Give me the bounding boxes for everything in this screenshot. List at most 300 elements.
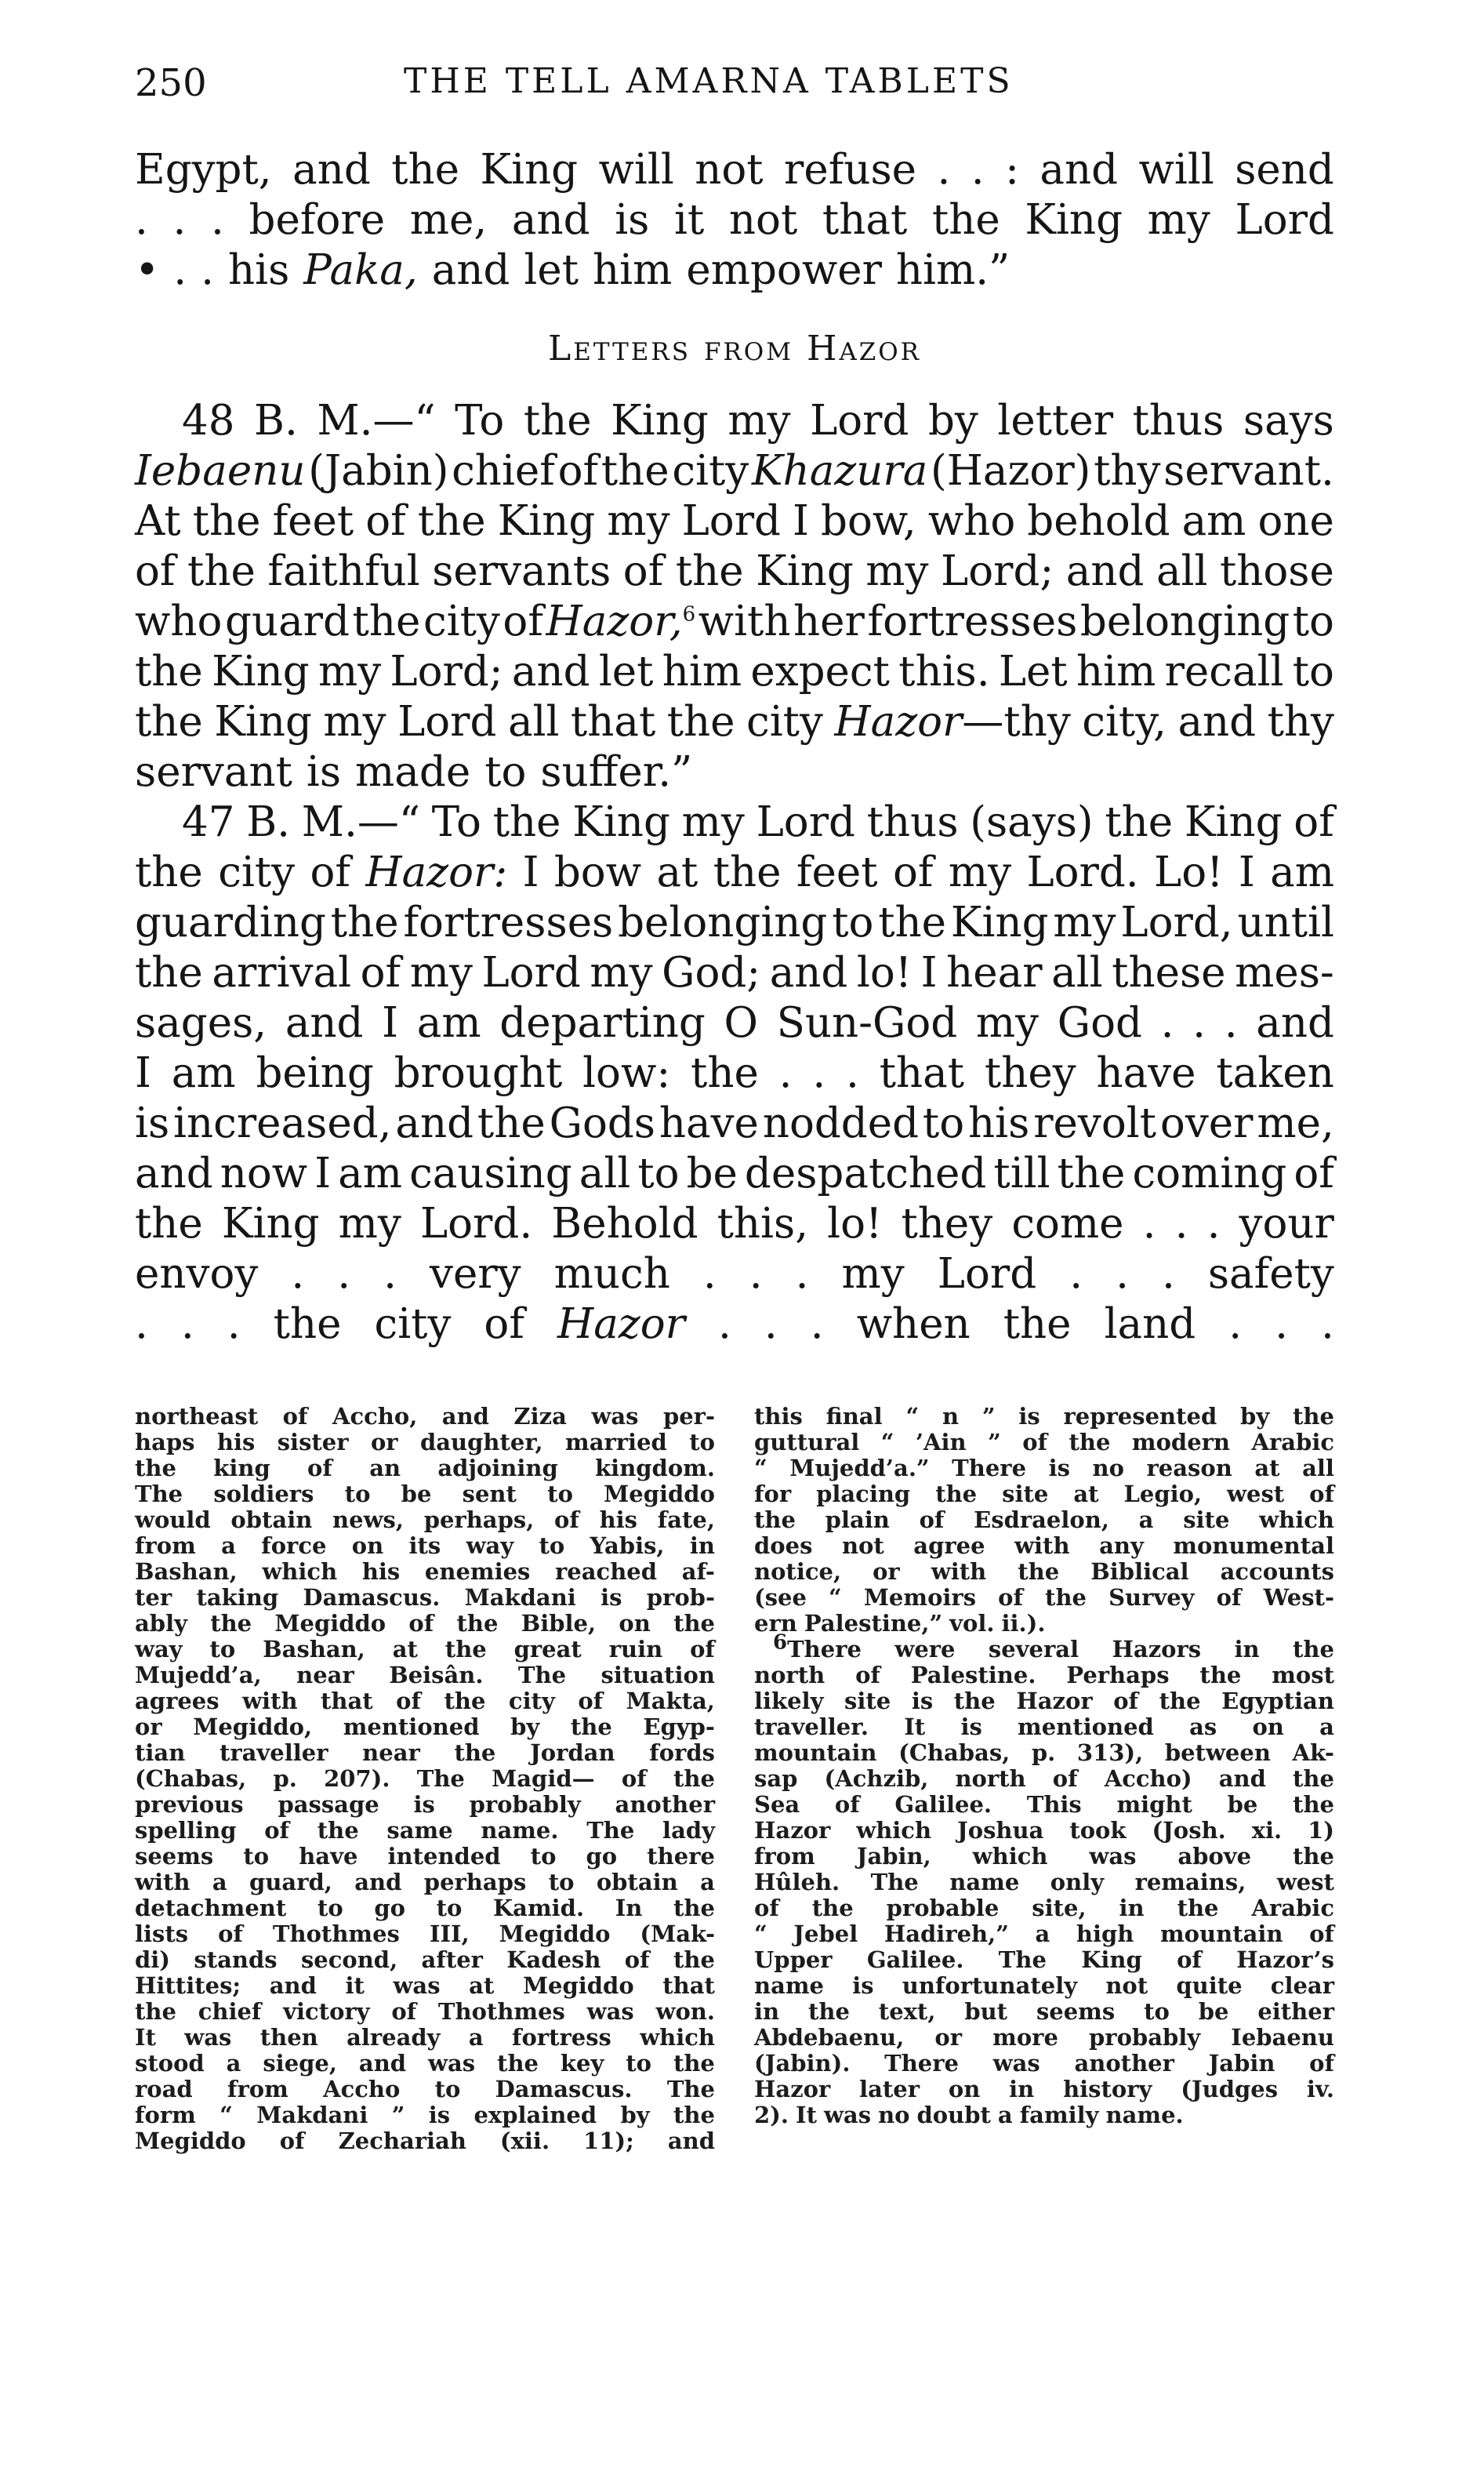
word: of (307, 1455, 332, 1481)
word: God; (662, 949, 761, 997)
word: of (1177, 1946, 1202, 1973)
word: At (135, 497, 181, 545)
word: of (503, 598, 543, 645)
word: him (593, 246, 673, 294)
footnote-line (135, 1662, 715, 1688)
word: site (1183, 1506, 1230, 1533)
word: of (855, 1662, 880, 1688)
word: in (1234, 1636, 1260, 1662)
word: Yabis, (590, 1532, 665, 1559)
footnote-line (135, 1714, 715, 1740)
word: several (988, 1636, 1079, 1662)
word: There (952, 1455, 1027, 1481)
word: There (884, 2050, 959, 2077)
word: to (1292, 598, 1334, 645)
word: with (242, 1688, 298, 1714)
word: af- (681, 1558, 715, 1585)
word: plain (825, 1506, 890, 1533)
footnote-line (754, 1921, 1334, 1947)
word: fords (649, 1739, 715, 1766)
word: to (689, 1429, 715, 1455)
word: my (590, 949, 653, 997)
word: same (386, 1817, 453, 1844)
word: $^6$There (773, 1630, 862, 1662)
word: stands (194, 1946, 278, 1973)
word: in (1009, 2076, 1035, 2102)
word: the (273, 1300, 342, 1348)
word: Egyptian (1221, 1688, 1334, 1714)
word: the (1177, 1895, 1219, 1921)
word: name. (481, 1817, 559, 1844)
word: I (1238, 848, 1255, 896)
word: the (666, 698, 735, 746)
word: and (1256, 999, 1334, 1047)
word: near (362, 1739, 420, 1766)
word: was (823, 2102, 872, 2128)
word: mountain (1160, 1920, 1283, 1947)
word: Jabin (1208, 2050, 1275, 2077)
word: Damascus. (303, 1584, 441, 1611)
word: of (1052, 1765, 1078, 1792)
word: To (455, 397, 505, 445)
word: Legio, (1123, 1481, 1203, 1507)
word: let (524, 246, 579, 294)
word: to (832, 899, 874, 947)
word: form (135, 2102, 196, 2128)
word: and (667, 2128, 715, 2154)
word: Perhaps (1066, 1662, 1170, 1688)
word: for (754, 1481, 792, 1507)
word: Zechariah (338, 2128, 466, 2154)
word: Lord (810, 397, 909, 445)
word: . (227, 1300, 241, 1348)
footnote-line (135, 1999, 715, 2025)
word: intended (387, 1843, 501, 1870)
text-line (135, 1149, 1334, 1199)
word: which (856, 1817, 932, 1844)
word: news, (332, 1506, 404, 1533)
word: Lord (397, 698, 497, 746)
word: family (1019, 2102, 1099, 2128)
word: on (1252, 1713, 1284, 1740)
word: di) (135, 1946, 171, 1973)
word: reason (1146, 1455, 1232, 1481)
word: . (1174, 1200, 1188, 1248)
word: ” (981, 1403, 996, 1430)
word: agrees (135, 1688, 220, 1714)
word: . (1192, 999, 1206, 1047)
word: traveller. (754, 1713, 869, 1740)
word: then (259, 2024, 318, 2051)
word: the (1293, 1791, 1334, 1818)
word: brought (394, 1049, 563, 1097)
word: by (1240, 1403, 1270, 1430)
word: above (1177, 1843, 1252, 1870)
footnote-line (754, 1792, 1334, 1818)
word: from (227, 2076, 288, 2102)
word: all (1302, 1455, 1334, 1481)
word: ter (135, 1584, 172, 1611)
word: Hazor (557, 1300, 685, 1348)
word: Lord (681, 497, 781, 545)
word: hear (946, 949, 1043, 997)
word: that (879, 1049, 965, 1097)
word: ably (135, 1610, 187, 1637)
word: Lord (937, 1250, 1037, 1298)
word: (Achzib, (824, 1765, 929, 1792)
word: go (586, 1843, 618, 1870)
word: and (1177, 698, 1257, 746)
text-line (135, 597, 1334, 647)
word: have (299, 1843, 358, 1870)
word: . (937, 146, 951, 194)
word: King (572, 798, 670, 846)
word: the (456, 1610, 499, 1637)
word: ern (754, 1610, 797, 1637)
word: Arabic (1251, 1429, 1334, 1455)
text-line (135, 145, 1334, 195)
word: ii.). (1001, 1610, 1046, 1637)
word: of (1309, 1920, 1334, 1947)
word: my (681, 798, 745, 846)
word: that (662, 1972, 715, 1999)
word: doubt (916, 2102, 991, 2128)
word: victory (283, 1998, 370, 2025)
word: the (135, 698, 203, 746)
word: no (1092, 1455, 1124, 1481)
word: coming (1132, 1150, 1287, 1197)
word: . (1160, 999, 1174, 1047)
word: her (793, 598, 865, 645)
word: seems (1036, 1998, 1116, 2025)
word: to (530, 1843, 557, 1870)
word: who (135, 598, 223, 645)
word: his (968, 1099, 1030, 1147)
word: was (428, 2050, 476, 2077)
word: and (354, 1869, 402, 1895)
word: seems (135, 1843, 214, 1870)
word: the (317, 1817, 359, 1844)
word: after (421, 1946, 483, 1973)
footnote-line (135, 2025, 715, 2051)
word: its (408, 1532, 441, 1559)
word: empower (686, 246, 882, 294)
word: the (135, 648, 203, 696)
word: Lord; (390, 648, 503, 696)
word: second, (300, 1946, 398, 1973)
word: and (441, 1403, 489, 1430)
word: King (221, 1200, 320, 1248)
word: I (522, 848, 539, 896)
word: Let (998, 648, 1068, 696)
word: despatched (744, 1150, 987, 1197)
word: site (1002, 1481, 1049, 1507)
word: Beisân. (389, 1662, 484, 1688)
word: belonging (618, 899, 828, 947)
word: which (972, 1843, 1048, 1870)
word: north (955, 1765, 1026, 1792)
word: obtain (230, 1506, 313, 1533)
footnote-line (135, 1844, 715, 1870)
word: Hazor—thy (834, 698, 1071, 746)
word: M.—“ (301, 798, 420, 846)
footnote-line (754, 2077, 1334, 2102)
word: envoy (135, 1250, 259, 1298)
word: might (1116, 1791, 1192, 1818)
word: quite (1176, 1972, 1243, 1999)
word: The (870, 1869, 919, 1895)
word: of (391, 1998, 417, 2025)
word: am (338, 1150, 403, 1197)
word: Upper (754, 1946, 833, 1973)
word: King (756, 547, 854, 595)
footnote-line (135, 1895, 715, 1921)
word: fortresses (867, 598, 1078, 645)
footnote-line (754, 1740, 1334, 1766)
word: perhaps (423, 1869, 527, 1895)
word: guard (225, 598, 350, 645)
word: which (640, 2024, 715, 2051)
word: The (586, 1817, 635, 1844)
word: Lord (756, 798, 855, 846)
word: him (1076, 648, 1156, 696)
word: Palestine. (910, 1662, 1036, 1688)
word: nodded (762, 1099, 920, 1147)
word: The (666, 2076, 715, 2102)
word: that (822, 196, 908, 244)
word: Abdebaenu, (754, 2024, 905, 2051)
word: probably (469, 1791, 581, 1818)
word: of (621, 1765, 647, 1792)
footnote-line (754, 1766, 1334, 1792)
word: the (1159, 1688, 1201, 1714)
word: go (374, 1895, 405, 1921)
word: the (754, 1506, 796, 1533)
word: of (1216, 1584, 1242, 1611)
word: another (1074, 2050, 1174, 2077)
word: expect (750, 648, 890, 696)
word: Hazor’s (1236, 1946, 1334, 1973)
word: the (391, 146, 460, 194)
word: sages, (135, 999, 267, 1047)
word: by (510, 1713, 540, 1740)
word: 11); (583, 2128, 634, 2154)
word: the (497, 2050, 539, 2077)
text-line (135, 1099, 1334, 1149)
word: the (953, 1688, 996, 1714)
word: . (173, 246, 187, 294)
text-line (135, 747, 1334, 798)
word: not (695, 146, 764, 194)
word: to (436, 1895, 463, 1921)
word: iv. (1306, 2076, 1334, 2102)
word: . (971, 146, 985, 194)
word: in (754, 1998, 780, 2025)
word: of (365, 497, 406, 545)
word: later (859, 2076, 920, 2102)
word: • (135, 246, 160, 294)
word: the (673, 2102, 715, 2128)
word: . (795, 1250, 809, 1298)
word: Megiddo, (193, 1713, 313, 1740)
footnote-line (754, 1533, 1334, 1559)
word: and (511, 648, 590, 696)
word: until (1237, 899, 1334, 947)
footnote-line (754, 1688, 1334, 1714)
footnote-column-left (135, 1404, 715, 2154)
word: Hazor,$^6$ (546, 598, 696, 645)
word: send (1235, 146, 1334, 194)
word: is (911, 1688, 934, 1714)
word: Khazura (751, 447, 928, 495)
word: am (1181, 497, 1246, 545)
word: my (948, 848, 1012, 896)
word: Lord (1235, 196, 1334, 244)
word: the (210, 1610, 252, 1637)
footnote-line (754, 1870, 1334, 1895)
word: the (935, 1481, 978, 1507)
word: the (352, 598, 421, 645)
word: the (330, 899, 399, 947)
word: or (934, 2024, 963, 2051)
word: to (547, 1481, 573, 1507)
word: monumental (1173, 1532, 1334, 1559)
word: guarding (135, 899, 326, 947)
main-text (135, 145, 1334, 1350)
word: taking (196, 1584, 279, 1611)
word: Megiddo (499, 1920, 611, 1947)
word: mes- (1235, 949, 1334, 997)
word: ” (391, 2102, 405, 2128)
word: my (975, 999, 1040, 1047)
word: of (1294, 1150, 1334, 1197)
word: . (810, 1300, 824, 1348)
word: reached (555, 1558, 658, 1585)
word: King (1184, 798, 1283, 846)
word: the (570, 1713, 612, 1740)
word: have (659, 1099, 759, 1147)
word: feet (796, 848, 878, 896)
word: passage (278, 1791, 379, 1818)
word: Hûleh. (754, 1869, 840, 1895)
word: “ (880, 1429, 894, 1455)
footnote-line (754, 2051, 1334, 2077)
word: lo! (856, 949, 913, 997)
word: was (1089, 1843, 1137, 1870)
word: with (698, 598, 791, 645)
footnote-line (135, 1533, 715, 1559)
word: of (218, 1920, 243, 1947)
word: that (570, 698, 656, 746)
word: won. (655, 1998, 715, 2025)
word: way (466, 1532, 514, 1559)
word: is (1048, 1455, 1070, 1481)
word: “ (754, 1920, 767, 1947)
word: Gods (549, 1099, 655, 1147)
word: at (469, 1972, 495, 1999)
word: Jabin, (856, 1843, 931, 1870)
word: agree (913, 1532, 985, 1559)
word: the (444, 1688, 486, 1714)
word: The (416, 1765, 465, 1792)
word: guttural (754, 1429, 860, 1455)
word: would (135, 1506, 211, 1533)
footnote-line (135, 1688, 715, 1714)
word: Lord (481, 949, 581, 997)
word: city, (1082, 698, 1167, 746)
word: King (214, 698, 312, 746)
word: way (135, 1636, 183, 1662)
text-line (135, 396, 1334, 446)
word: they (901, 1200, 993, 1248)
word: my (323, 698, 386, 746)
word: name (949, 1869, 1020, 1895)
word: King (480, 146, 579, 194)
word: the (1069, 1429, 1111, 1455)
word: the (1293, 1403, 1334, 1430)
footnote-line (754, 1481, 1334, 1507)
word: to (209, 1636, 236, 1662)
word: traveller (219, 1739, 328, 1766)
word: to (539, 1532, 565, 1559)
word: per- (662, 1403, 715, 1430)
word: I (135, 1049, 151, 1097)
word: “ (220, 2102, 233, 2128)
word: me, (409, 196, 488, 244)
word: Accho, (332, 1403, 418, 1430)
word: Bashan, (263, 1636, 365, 1662)
word: by (620, 2102, 650, 2128)
word: that (321, 1688, 373, 1714)
word: safety (1207, 1250, 1334, 1298)
word: of (282, 1403, 308, 1430)
word: M.—“ (317, 397, 436, 445)
word: 207). (324, 1765, 390, 1792)
word: was (393, 1972, 441, 1999)
word: King (212, 648, 310, 696)
word: the (811, 1895, 854, 1921)
word: at (392, 1636, 418, 1662)
word: Biblical (1090, 1558, 1189, 1585)
word: a (226, 2050, 241, 2077)
word: sent (462, 1481, 517, 1507)
word: is (428, 2102, 451, 2128)
word: stood (135, 2050, 205, 2077)
word: (says) (970, 798, 1094, 846)
word: the (1018, 1558, 1060, 1585)
word: 313), (1076, 1739, 1144, 1766)
word: is (600, 1584, 622, 1611)
footnote-line (135, 1455, 715, 1481)
word: these (1112, 949, 1226, 997)
word: text, (878, 1998, 936, 2025)
word: to (626, 2050, 652, 2077)
word: “ (829, 1584, 842, 1611)
word: to (344, 1481, 371, 1507)
word: . (1161, 1250, 1175, 1298)
word: and (395, 1099, 474, 1147)
word: was (992, 2050, 1040, 2077)
word: of (690, 1636, 715, 1662)
word: “ (754, 1455, 767, 1481)
word: . (1116, 1250, 1129, 1298)
word: the (878, 899, 947, 947)
word: with (135, 1869, 190, 1895)
word: be (686, 1150, 738, 1197)
text-line (135, 848, 1334, 898)
word: Lord. (1026, 848, 1139, 896)
word: of (1113, 1688, 1139, 1714)
